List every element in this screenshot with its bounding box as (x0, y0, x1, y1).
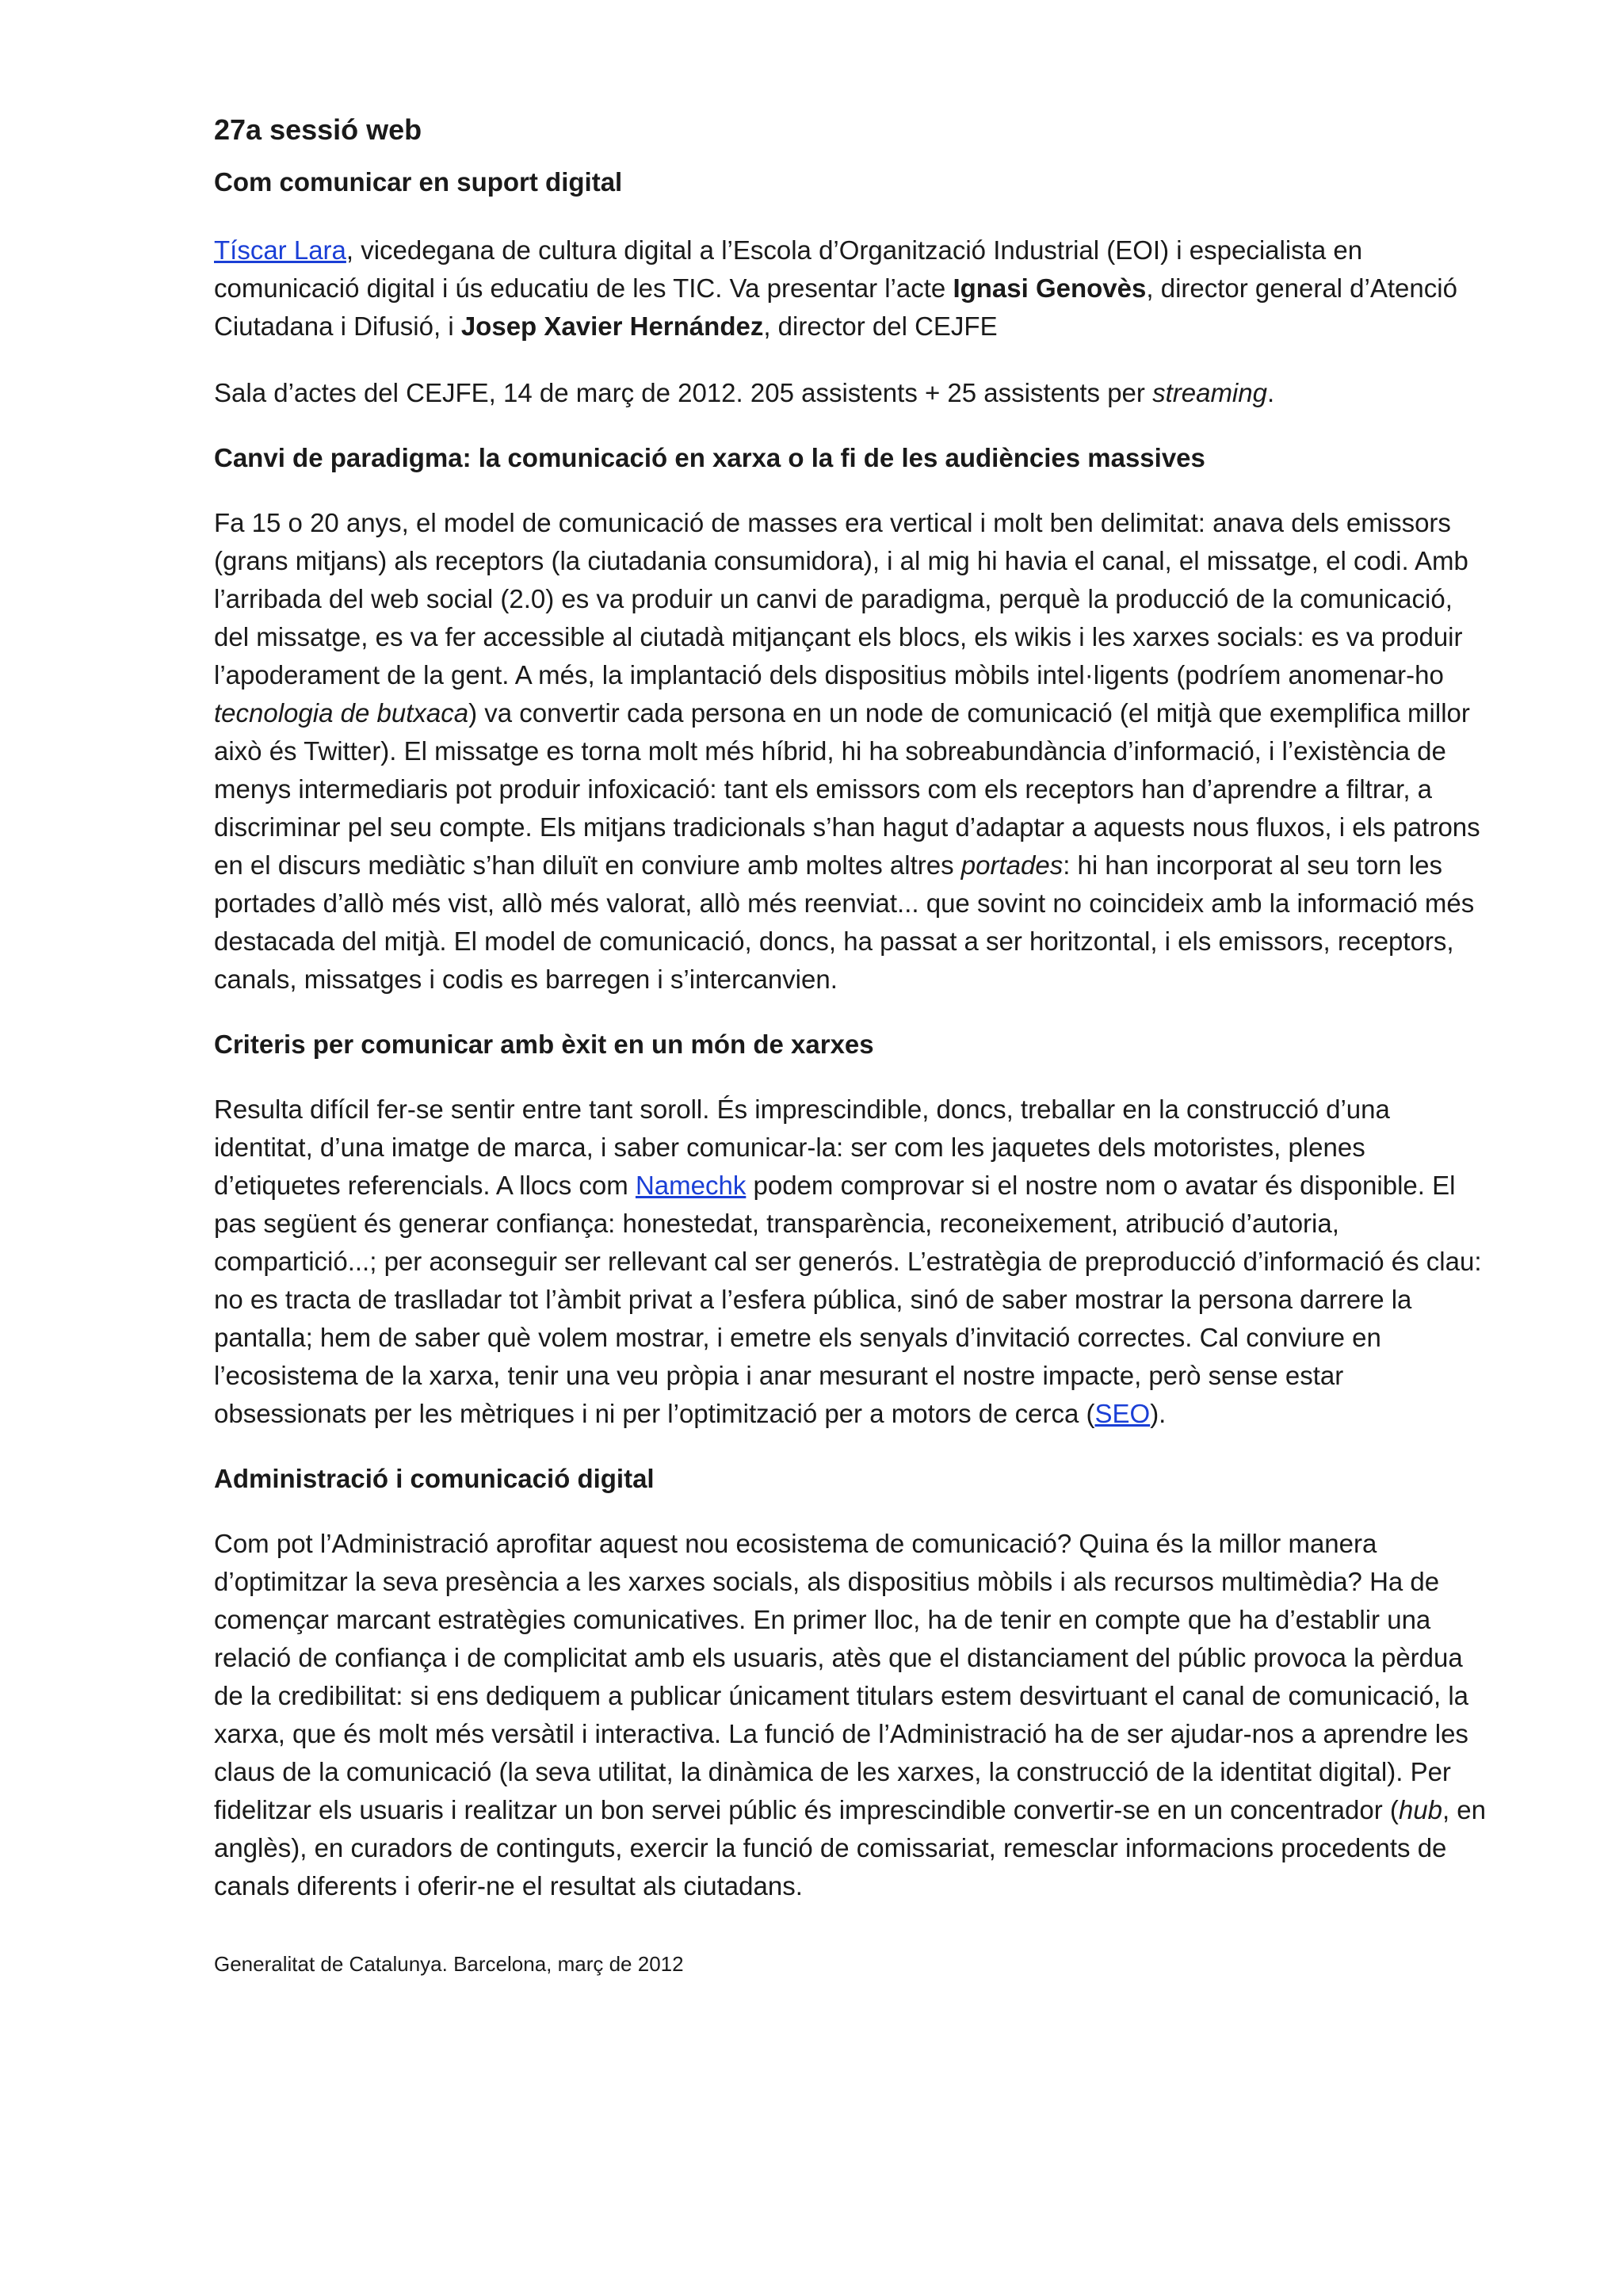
section3-paragraph (214, 1525, 1491, 1905)
section2-heading: Criteris per comunicar amb èxit en un món de xarxes (214, 1030, 874, 1059)
seo-link[interactable]: SEO (1094, 1399, 1151, 1428)
section2-text-1: Resulta difícil fer-se sentir entre tant soroll. És imprescindible, doncs, treballar en la construcció d’una identitat, d’una imatge de marca, i saber comunicar-la: ser com les jaquetes dels motoristes, plenes d’etiquetes referencials. A llocs com (214, 1095, 1390, 1200)
section1-text-2: ) va convertir cada persona en un node de comunicació (el mitjà que exemplifica millor això és Twitter). El missatge es torna molt més híbrid, hi ha sobreabundància d’informació, i l’existència de menys intermediaris pot produir infoxicació: tant els emissors com els receptors han d’aprendre a filtrar, a discriminar pel seu compte. Els mitjans tradicionals s’han hagut d’adaptar a aquests nous fluxos, i els patrons en el discurs mediàtic s’han diluït en conviure amb moltes altres (214, 698, 1480, 880)
venue-italic: streaming (1152, 378, 1267, 407)
section3-italic-1: hub (1398, 1795, 1442, 1824)
section1-heading: Canvi de paradigma: la comunicació en xarxa o la fi de les audiències massives (214, 443, 1205, 472)
section1-paragraph (214, 504, 1491, 999)
section2-text-2: podem comprovar si el nostre nom o avatar és disponible. El pas següent és generar confiança: honestedat, transparència, reconeixement, atribució d’autoria, compartició...; per aconseguir ser rellevant cal ser generós. L’estratègia de preproducció d’informació és clau: no es tracta de traslladar tot l’àmbit privat a l’esfera pública, sinó de saber mostrar la persona darrere la pantalla; hem de saber què volem mostrar, i emetre els senyals d’invitació correctes. Cal conviure en l’ecosistema de la xarxa, tenir una veu pròpia i anar mesurant el nostre impacte, però sense estar obsessionats per les mètriques i ni per l’optimització per a motors de cerca ( (214, 1171, 1482, 1428)
intro-text-2: , director general d’Atenció Ciutadana i Difusió, i (214, 273, 1457, 341)
section1-text-1: Fa 15 o 20 anys, el model de comunicació de masses era vertical i molt ben delimitat: anava dels emissors (grans mitjans) als receptors (la ciutadania consumidora), i al mig hi havia el canal, el missatge, el codi. Amb l’arribada del web social (2.0) es va produir un canvi de paradigma, perquè la producció de la comunicació, del missatge, es va fer accessible al ciutadà mitjançant els blocs, els wikis i les xarxes socials: es va produir l’apoderament de la gent. A més, la implantació dels dispositius mòbils intel·ligents (podríem anomenar-ho (214, 508, 1468, 690)
tiscar-lara-link[interactable]: Tíscar Lara (214, 235, 346, 265)
intro-text-3: , director del CEJFE (763, 311, 998, 341)
section1-text-3: : hi han incorporat al seu torn les portades d’allò més vist, allò més valorat, allò més reenviat... que sovint no coincideix amb la informació més destacada del mitjà. El model de comunicació, doncs, ha passat a ser horitzontal, i els emissors, receptors, canals, missatges i codis es barregen i s’intercanvien. (214, 850, 1475, 994)
venue-text-2: . (1266, 378, 1275, 407)
section3-text-1: Com pot l’Administració aprofitar aquest nou ecosistema de comunicació? Quina és la millor manera d’optimitzar la seva presència a les xarxes socials, als dispositius mòbils i als recursos multimèdia? Ha de començar marcant estratègies comunicatives. En primer lloc, ha de tenir en compte que ha d’establir una relació de confiança i de complicitat amb els usuaris, atès que el distanciament del públic provoca la pèrdua de la credibilitat: si ens dediquem a publicar únicament titulars estem desvirtuant el canal de comunicació, la xarxa, que és molt més versàtil i interactiva. La funció de l’Administració ha de ser ajudar-nos a aprendre les claus de la comunicació (la seva utilitat, la dinàmica de les xarxes, la construcció de la identitat digital). Per fidelitzar els usuaris i realitzar un bon servei públic és imprescindible convertir-se en un concentrador ( (214, 1529, 1469, 1824)
intro-text-1: , vicedegana de cultura digital a l’Escola d’Organització Industrial (EOI) i especialista en comunicació digital i ús educatiu de les TIC. Va presentar l’acte (214, 235, 1363, 303)
page-subtitle: Com comunicar en suport digital (214, 167, 623, 197)
page-title: 27a sessió web (214, 113, 422, 146)
intro-bold-hernandez: Josep Xavier Hernández (460, 311, 764, 341)
section1-italic-1: tecnologia de butxaca (214, 698, 469, 728)
intro-bold-genoves: Ignasi Genovès (953, 273, 1147, 303)
document-page (214, 111, 1491, 1978)
page-footer: Generalitat de Catalunya. Barcelona, març de 2012 (214, 1952, 684, 1976)
namechk-link[interactable]: Namechk (635, 1171, 747, 1200)
venue-text-1: Sala d’actes del CEJFE, 14 de març de 2012. 205 assistents + 25 assistents per (214, 378, 1153, 407)
intro-paragraph (214, 231, 1491, 346)
section3-heading: Administració i comunicació digital (214, 1464, 655, 1493)
venue-paragraph (214, 374, 1491, 412)
section3-text-2: , en anglès), en curadors de continguts, exercir la funció de comissariat, remesclar informacions procedents de canals diferents i oferir-ne el resultat als ciutadans. (214, 1795, 1486, 1901)
section1-italic-2: portades (960, 850, 1064, 880)
section2-text-3: ). (1150, 1399, 1167, 1428)
section2-paragraph (214, 1091, 1491, 1433)
